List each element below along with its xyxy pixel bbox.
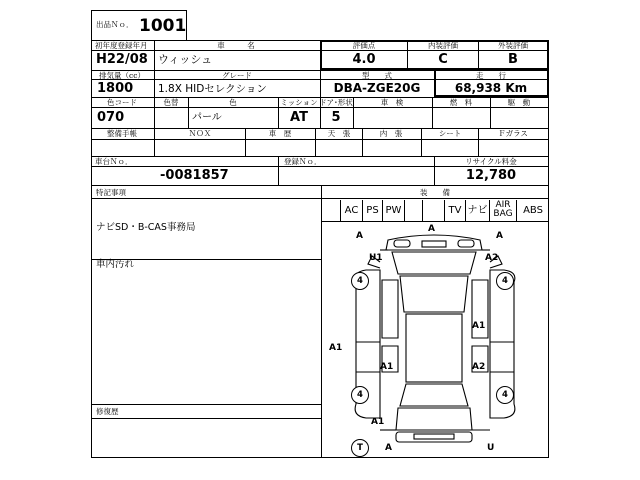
mark-t-circle: T [351, 439, 369, 457]
seat-label: シート [438, 129, 462, 138]
year-value: H22/08 [96, 52, 148, 67]
equipment-pw: PW [382, 200, 404, 221]
tire-rear-left: 4 [351, 386, 369, 404]
color-code-value: 070 [97, 110, 125, 125]
equipment-abs: ABS [516, 200, 549, 221]
mark-u1: U1 [369, 253, 383, 263]
recycle-value: 12,780 [465, 168, 517, 183]
car-name-value: ウィッシュ [158, 53, 213, 66]
displacement-value: 1800 [97, 81, 134, 96]
mark-rear-u: U [487, 443, 495, 453]
mark-a1-right-door: A1 [472, 321, 486, 331]
equipment-tv: TV [444, 200, 465, 221]
drive-label: 駆 動 [507, 98, 531, 107]
history-label: 車 歴 [268, 129, 292, 138]
color-value: パール [192, 112, 222, 123]
exterior-grade-value: B [508, 52, 518, 67]
mark-front-center: A [428, 224, 435, 234]
car-damage-diagram [322, 222, 548, 457]
color-tone-label: 色替 [163, 98, 179, 107]
inspection-label: 車 検 [380, 98, 404, 107]
equipment-blank-cell [321, 200, 340, 221]
year-label: 初年度登録年月 [95, 41, 148, 50]
lot-number-value: 1001 [139, 16, 187, 36]
maintenance-label: 整備手帳 [107, 129, 137, 138]
interior-grade-label: 内装評価 [428, 41, 458, 50]
equipment-navi: ナビ [465, 200, 489, 221]
transmission-label: ミッション [280, 98, 318, 107]
transmission-value: AT [290, 110, 308, 125]
recycle-label: リサイクル料金 [465, 157, 517, 166]
exterior-grade-label: 外装評価 [498, 41, 528, 50]
car-name-label: 車 名 [217, 41, 255, 50]
grade-value: 1.8X HIDセレクション [158, 83, 267, 95]
mark-front-left: A [356, 231, 363, 241]
equipment-empty-1 [404, 200, 422, 221]
mark-a2-right-rear-door: A2 [472, 362, 486, 372]
equipment-ac: AC [340, 200, 362, 221]
equipment-empty-2 [422, 200, 444, 221]
equipment-ps: PS [362, 200, 382, 221]
tire-front-left: 4 [351, 272, 369, 290]
doors-value: 5 [331, 110, 341, 125]
mark-a1-left-side: A1 [329, 343, 343, 353]
notes-line-2: 車内汚れ [96, 259, 135, 270]
equipment-label: 装 備 [420, 188, 450, 197]
model-label: 型 式 [362, 71, 392, 80]
doors-label: ドア･形状 [319, 98, 353, 107]
mark-rear-a: A [385, 443, 392, 453]
mark-a2-top: A2 [485, 253, 499, 263]
lot-number-box [91, 10, 187, 40]
equipment-airbag: AIR BAG [489, 200, 516, 221]
tire-front-right: 4 [496, 272, 514, 290]
chassis-label: 車台Ｎｏ． [95, 157, 133, 166]
notes-label: 特記事項 [96, 188, 126, 197]
nox-label: ＮＯＸ [188, 129, 212, 138]
tire-rear-right: 4 [496, 386, 514, 404]
interior-trim-label: 内 張 [379, 129, 403, 138]
mark-a1-rear: A1 [371, 417, 385, 427]
mileage-value: 68,938 Km [454, 81, 528, 95]
fuel-label: 燃 料 [449, 98, 473, 107]
glass-label: Ｆガラス [498, 129, 528, 138]
mileage-label: 走 行 [476, 71, 506, 80]
registration-label: 登録Ｎｏ． [284, 157, 322, 166]
interior-grade-value: C [438, 52, 448, 67]
chassis-value: -0081857 [160, 168, 229, 183]
displacement-label: 排気量（cc） [99, 71, 145, 80]
mark-a1-left-rear-door: A1 [380, 362, 394, 372]
lot-number-label: 出品Ｎｏ． [96, 20, 134, 29]
mark-front-right: A [496, 231, 503, 241]
score-value: 4.0 [352, 52, 376, 67]
color-code-label: 色コード [107, 98, 137, 107]
score-label: 評価点 [352, 41, 376, 50]
notes-line-1: ナビSD・B-CAS事務局 [96, 222, 196, 233]
model-value: DBA-ZGE20G [333, 81, 421, 95]
grade-label: グレード [222, 71, 252, 80]
ceiling-label: 天 張 [327, 129, 351, 138]
repair-history-label: 修復歴 [96, 407, 119, 416]
color-label: 色 [229, 98, 237, 107]
